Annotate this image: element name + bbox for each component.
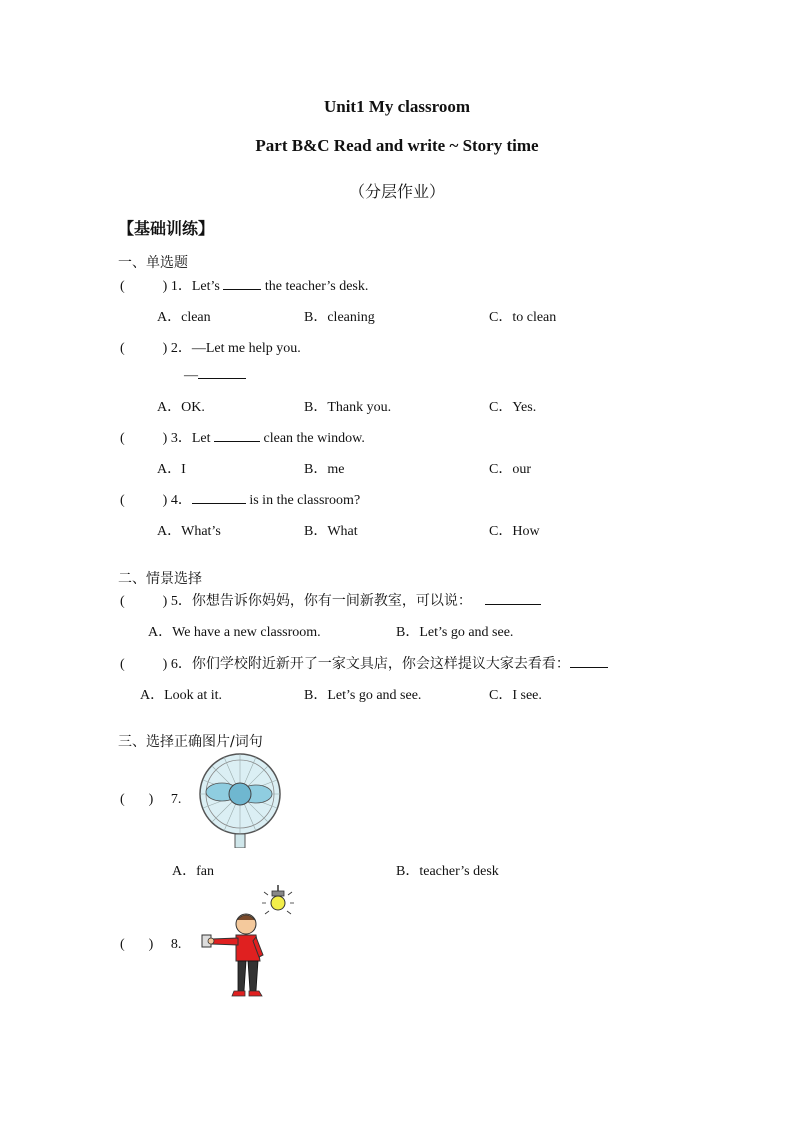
question-number: 6．	[170, 657, 192, 672]
paren-open: (	[120, 279, 125, 294]
section-basic-training: 【基础训练】	[118, 219, 215, 238]
paren-open: (	[120, 431, 125, 446]
option-b[interactable]: B．me	[304, 462, 345, 477]
question-3	[120, 427, 365, 447]
option-a[interactable]: A．fan	[172, 864, 214, 879]
question-text: the teacher’s desk.	[264, 279, 369, 294]
question-1	[120, 275, 368, 295]
paren-open: (	[120, 937, 125, 952]
option-a[interactable]: A．Look at it.	[140, 688, 223, 703]
paren-open: (	[120, 341, 125, 356]
reply-dash: —	[184, 368, 198, 383]
option-a[interactable]: A．clean	[157, 310, 211, 325]
answer-blank[interactable]	[214, 429, 260, 442]
option-a[interactable]: A．What’s	[157, 524, 221, 539]
part2-heading: 二、情景选择	[118, 571, 202, 587]
option-b[interactable]: B．Thank you.	[304, 400, 392, 415]
question-5	[120, 590, 541, 610]
option-b[interactable]: B．cleaning	[304, 310, 375, 325]
question-text: —Let me help you.	[191, 341, 301, 356]
option-c[interactable]: C．to clean	[489, 310, 557, 325]
answer-blank[interactable]	[198, 366, 246, 379]
paren-open: (	[120, 657, 125, 672]
question-number: 7.	[170, 792, 182, 807]
paren-close: )	[162, 493, 168, 508]
page-subtitle: Part B&C Read and write ~ Story time	[255, 136, 539, 155]
question-2-reply	[184, 366, 246, 384]
answer-blank[interactable]	[570, 655, 608, 668]
option-b[interactable]: B．Let’s go and see.	[304, 688, 422, 703]
question-8	[120, 937, 181, 953]
question-number: 8.	[170, 937, 182, 952]
boy-turning-on-light-picture	[196, 883, 300, 1001]
question-text: 你想告诉你妈妈，你有一间新教室，可以说：	[191, 593, 472, 609]
page-title: Unit1 My classroom	[323, 97, 471, 116]
paren-close: )	[148, 792, 154, 807]
option-a[interactable]: A．We have a new classroom.	[148, 625, 321, 640]
question-text: Let	[191, 431, 211, 446]
question-number: 3．	[170, 431, 192, 446]
question-text: 你们学校附近新开了一家文具店，你会这样提议大家去看看：	[191, 656, 570, 672]
part1-heading: 一、单选题	[118, 255, 188, 271]
question-number: 4．	[170, 493, 192, 508]
question-7	[120, 792, 181, 808]
paren-open: (	[120, 792, 125, 807]
paren-close: )	[162, 279, 168, 294]
assignment-note: （分层作业）	[348, 182, 445, 201]
question-number: 5．	[170, 594, 192, 609]
option-b[interactable]: B．teacher’s desk	[396, 864, 499, 879]
answer-blank[interactable]	[192, 491, 246, 504]
option-c[interactable]: C．Yes.	[489, 400, 537, 415]
option-b[interactable]: B．What	[304, 524, 358, 539]
option-c[interactable]: C．our	[489, 462, 531, 477]
answer-blank[interactable]	[223, 277, 261, 290]
question-text: Let’s	[191, 279, 220, 294]
paren-close: )	[162, 431, 168, 446]
question-4	[120, 489, 360, 509]
electric-fan-picture	[196, 752, 286, 848]
paren-close: )	[162, 594, 168, 609]
option-b[interactable]: B．Let’s go and see.	[396, 625, 514, 640]
answer-blank[interactable]	[485, 592, 541, 605]
option-c[interactable]: C．I see.	[489, 688, 542, 703]
paren-close: )	[162, 657, 168, 672]
option-a[interactable]: A．OK.	[157, 400, 205, 415]
question-number: 1．	[170, 279, 192, 294]
question-2	[120, 337, 301, 357]
paren-open: (	[120, 493, 125, 508]
option-a[interactable]: A．I	[157, 462, 186, 477]
option-c[interactable]: C．How	[489, 524, 540, 539]
part3-heading: 三、选择正确图片/词句	[118, 734, 263, 750]
paren-close: )	[162, 341, 168, 356]
question-number: 2．	[170, 341, 192, 356]
paren-open: (	[120, 594, 125, 609]
question-text: is in the classroom?	[249, 493, 361, 508]
question-text: clean the window.	[263, 431, 365, 446]
paren-close: )	[148, 937, 154, 952]
question-6	[120, 653, 608, 673]
